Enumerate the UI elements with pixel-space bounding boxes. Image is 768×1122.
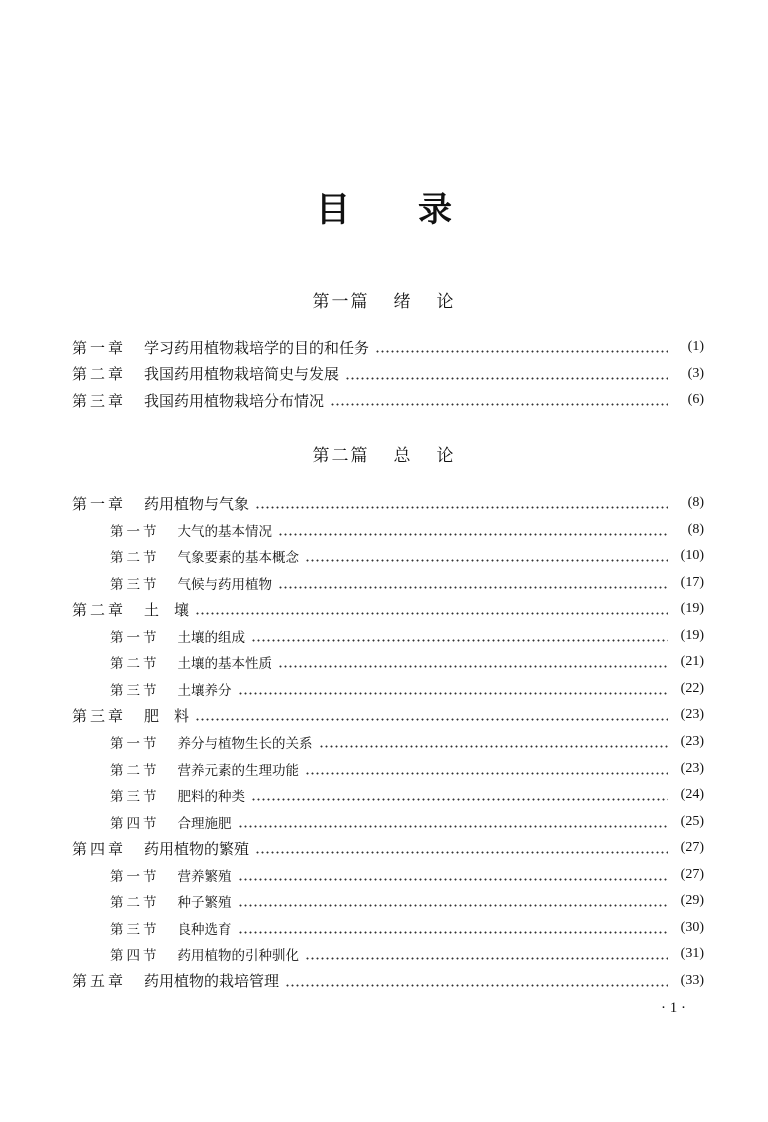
- dot-leader: [238, 890, 669, 912]
- toc-section-entry[interactable]: [110, 890, 704, 912]
- toc-chapter-entry[interactable]: [72, 492, 704, 514]
- entry-page: (6): [687, 392, 704, 407]
- entry-number: 第四节: [110, 948, 160, 965]
- entry-number: 第一节: [110, 868, 160, 885]
- entry-title: 肥料的种类: [177, 789, 245, 806]
- dot-leader: [278, 519, 668, 541]
- entry-number: 第二节: [110, 550, 160, 567]
- page-title-char: 录: [418, 190, 452, 230]
- entry-page: (3): [687, 365, 704, 381]
- entry-label: [110, 759, 299, 779]
- entry-title: 合理施肥: [177, 815, 232, 832]
- dot-leader: [251, 784, 668, 806]
- entry-number: 第四节: [110, 815, 160, 832]
- entry-number: 第一章: [72, 494, 127, 513]
- dot-leader: [251, 625, 668, 647]
- entry-page: (23): [680, 707, 704, 723]
- entry-title: 土 壤: [144, 600, 190, 619]
- entry-label: [110, 865, 232, 885]
- entry-label: [110, 679, 232, 699]
- entry-title: 土壤的组成: [177, 629, 245, 646]
- toc-section-entry[interactable]: [110, 731, 704, 753]
- entry-title: 良种选育: [177, 921, 232, 938]
- entry-label: [110, 732, 313, 752]
- toc-chapter-entry[interactable]: [72, 837, 704, 859]
- toc-section-entry[interactable]: [110, 519, 704, 541]
- part-heading: [0, 441, 768, 466]
- entry-label: [72, 599, 189, 620]
- entry-label: [72, 970, 279, 991]
- dot-leader: [238, 917, 669, 939]
- dot-leader: [278, 651, 668, 673]
- entry-page: (17): [680, 574, 704, 590]
- dot-leader: [278, 572, 668, 594]
- entry-page: (30): [680, 919, 704, 935]
- dot-leader: [305, 943, 668, 965]
- entry-title: 气候与药用植物: [177, 576, 272, 593]
- part-heading-text: 论: [436, 292, 456, 312]
- dot-leader: [238, 678, 669, 700]
- entry-title: 药用植物的引种驯化: [177, 948, 299, 965]
- toc-chapter-entry[interactable]: [72, 363, 704, 385]
- entry-label: [110, 626, 245, 646]
- entry-label: [110, 812, 232, 832]
- entry-number: 第一节: [110, 629, 160, 646]
- entry-title: 药用植物与气象: [144, 494, 250, 513]
- entry-title: 营养元素的生理功能: [177, 762, 299, 779]
- entry-number: 第三节: [110, 789, 160, 806]
- entry-number: 第二节: [110, 656, 160, 673]
- part-heading-text: 绪: [393, 292, 413, 312]
- entry-title: 药用植物的栽培管理: [144, 972, 280, 991]
- dot-leader: [238, 811, 669, 833]
- entry-label: [110, 546, 299, 566]
- entry-label: [72, 337, 369, 358]
- entry-page: (1): [687, 339, 704, 354]
- entry-title: 营养繁殖: [177, 868, 232, 885]
- dot-leader: [305, 758, 668, 780]
- entry-page: (27): [680, 866, 704, 882]
- entry-page: (23): [680, 733, 704, 749]
- entry-page: (10): [680, 548, 704, 564]
- dot-leader: [255, 492, 668, 514]
- toc-section-entry[interactable]: [110, 678, 704, 700]
- entry-number: 第二章: [72, 365, 127, 383]
- part-heading: [0, 287, 768, 312]
- entry-number: 第三节: [110, 682, 160, 699]
- entry-label: [110, 652, 272, 672]
- part-heading-text: 总: [393, 446, 413, 466]
- entry-page: (8): [687, 521, 704, 537]
- entry-page: (19): [680, 627, 704, 643]
- entry-title: 大气的基本情况: [177, 523, 272, 540]
- toc-section-entry[interactable]: [110, 811, 704, 833]
- entry-label: [110, 785, 245, 805]
- dot-leader: [330, 389, 668, 411]
- entry-title: 土壤的基本性质: [177, 656, 272, 673]
- toc-section-entry[interactable]: [110, 625, 704, 647]
- entry-label: [110, 520, 272, 540]
- toc-section-entry[interactable]: [110, 545, 704, 567]
- entry-page: (27): [680, 840, 704, 856]
- toc-chapter-entry[interactable]: [72, 970, 704, 992]
- dot-leader: [255, 837, 668, 859]
- entry-title: 土壤养分: [177, 682, 232, 699]
- toc-section-entry[interactable]: [110, 943, 704, 965]
- toc-section-entry[interactable]: [110, 572, 704, 594]
- toc-section-entry[interactable]: [110, 864, 704, 886]
- entry-number: 第三节: [110, 921, 160, 938]
- entry-number: 第二节: [110, 762, 160, 779]
- entry-page: (23): [680, 760, 704, 776]
- dot-leader: [345, 363, 668, 385]
- entry-number: 第四章: [72, 839, 127, 858]
- entry-label: [110, 944, 299, 964]
- entry-number: 第二节: [110, 895, 160, 912]
- page-title: [0, 182, 768, 231]
- dot-leader: [305, 545, 668, 567]
- entry-page: (33): [680, 972, 704, 988]
- dot-leader: [319, 731, 669, 753]
- entry-number: 第二章: [72, 600, 127, 619]
- dot-leader: [195, 598, 668, 620]
- entry-title: 学习药用植物栽培学的目的和任务: [144, 338, 370, 357]
- toc-section-entry[interactable]: [110, 651, 704, 673]
- toc-chapter-entry[interactable]: [72, 598, 704, 620]
- entry-label: [72, 838, 249, 859]
- entry-page: (19): [680, 601, 704, 617]
- entry-page: (22): [680, 680, 704, 696]
- toc-chapter-entry[interactable]: [72, 336, 704, 358]
- entry-number: 第三节: [110, 576, 160, 593]
- entry-page: (8): [687, 495, 704, 510]
- part-heading-text: 论: [436, 446, 456, 466]
- entry-title: 我国药用植物栽培分布情况: [144, 391, 325, 410]
- dot-leader: [238, 864, 669, 886]
- entry-label: [72, 705, 189, 726]
- part-heading-text: 第一篇: [312, 292, 370, 312]
- entry-label: [110, 573, 272, 593]
- entry-number: 第三章: [72, 706, 127, 725]
- entry-page: (25): [680, 813, 704, 829]
- entry-page: (29): [680, 893, 704, 909]
- entry-label: [110, 918, 232, 938]
- entry-title: 气象要素的基本概念: [177, 550, 299, 567]
- entry-label: [72, 363, 339, 384]
- entry-title: 养分与植物生长的关系: [177, 735, 313, 752]
- entry-title: 肥 料: [144, 706, 190, 725]
- dot-leader: [375, 336, 668, 358]
- part-heading-text: 第二篇: [312, 446, 370, 466]
- entry-title: 药用植物的繁殖: [144, 839, 250, 858]
- entry-label: [72, 390, 324, 411]
- entry-page: (21): [680, 654, 704, 670]
- entry-title: 种子繁殖: [177, 895, 232, 912]
- entry-page: (24): [680, 787, 704, 803]
- entry-label: [72, 493, 249, 514]
- toc-section-entry[interactable]: [110, 784, 704, 806]
- entry-number: 第五章: [72, 972, 127, 991]
- entry-title: 我国药用植物栽培简史与发展: [144, 365, 340, 383]
- dot-leader: [195, 704, 668, 726]
- toc-section-entry[interactable]: [110, 917, 704, 939]
- entry-number: 第一节: [110, 735, 160, 752]
- toc-chapter-entry[interactable]: [72, 704, 704, 726]
- entry-number: 第一章: [72, 338, 127, 357]
- toc-chapter-entry[interactable]: [72, 389, 704, 411]
- page-title-char: 目: [316, 190, 350, 230]
- entry-number: 第三章: [72, 391, 127, 410]
- entry-label: [110, 891, 232, 911]
- toc-section-entry[interactable]: [110, 758, 704, 780]
- entry-page: (31): [680, 946, 704, 962]
- dot-leader: [285, 970, 668, 992]
- entry-number: 第一节: [110, 523, 160, 540]
- page-number: · 1 ·: [661, 1000, 686, 1016]
